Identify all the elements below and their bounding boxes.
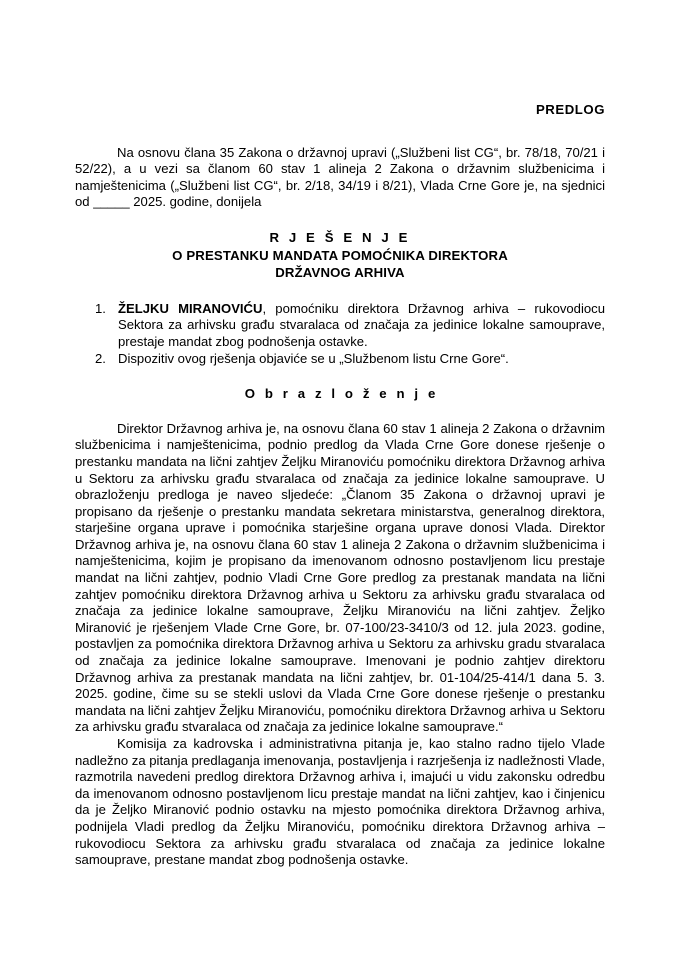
reasoning-paragraph-2: Komisija za kadrovska i administrativna pitanja je, kao stalno radno tijelo Vlade nadležno za pitanja predlaganja imenovanja, postavljenja i razrješenja iz nadležnosti Vlade, razmotrila navedeni predlog direktora Državnog arhiva i, imajući u vidu zakonsku odredbu da imenovanom odnosno postavljenom licu prestaje mandat na lični zahtjev, kao i činjenicu da je Željko Miranović podnio ostavku na mjesto pomoćnika direktora Državnog arhiva, podnijela Vladi predlog da Željku Miranoviću, pomoćniku direktora Državnog arhiva – rukovodiocu Sektora za arhivsku građu stvaralaca od značaja za jedinice lokalne samouprave, prestane mandat zbog podnošenja ostavke. (75, 736, 605, 868)
list-item-text: Dispozitiv ovog rješenja objaviće se u „Službenom listu Crne Gore“. (118, 350, 509, 366)
document-content (75, 0, 605, 869)
list-item-marker: 1. (95, 300, 106, 316)
reasoning-heading: O b r a z l o ž e n j e (244, 386, 439, 402)
list-item (75, 351, 605, 368)
document-status-label: PREDLOG (535, 102, 605, 117)
list-item (75, 301, 605, 351)
list-item-text: , pomoćniku direktora Državnog arhiva – rukovodiocu Sektora za arhivsku građu stvaralaca od značaja za jedinice lokalne samouprave, prestaje mandat zbog podnošenja ostavke. (118, 300, 605, 349)
document-title-line-1: R J E Š E N J E (269, 229, 411, 245)
list-item-lead: ŽELJKU MIRANOVIĆU (118, 300, 263, 316)
document-title-line-2: O PRESTANKU MANDATA POMOĆNIKA DIREKTORA (172, 247, 508, 263)
document-title (75, 229, 605, 282)
legal-basis-paragraph: Na osnovu člana 35 Zakona o državnoj upravi („Službeni list CG“, br. 78/18, 70/21 i 52/22), a u vezi sa članom 60 stav 1 alineja 2 Zakona o državnim službenicima i namještenicima („Službeni list CG“, br. 2/18, 34/19 i 8/21), Vlada Crne Gore je, na sjednici od _____ 2025. godine, donijela (75, 144, 605, 210)
reasoning-body (75, 421, 605, 869)
document-title-line-3: DRŽAVNOG ARHIVA (275, 265, 405, 281)
list-item-marker: 2. (95, 350, 106, 366)
reasoning-paragraph-1: Direktor Državnog arhiva je, na osnovu člana 60 stav 1 alineja 2 Zakona o državnim službenicima i namještenicima, podnio predlog da Vlada Crne Gore donese rješenje o prestanku mandata na lični zahtjev Željku Miranoviću pomoćniku direktora Državnog arhiva u Sektoru za arhivsku građu stvaralaca od značaja za jedinice lokalne samouprave. U obrazloženju predloga je naveo sljedeće: „Članom 35 Zakona o državnoj upravi je propisano da rješenje o prestanku mandata sekretara ministarstva, generalnog direktora, starješine organa uprave i pomoćnika starješine organa uprave donosi Vlada. Direktor Državnog arhiva je, na osnovu člana 60 stav 1 alineja 2 Zakona o državnim službenicima i namještenicima, kojim je propisano da imenovanom odnosno postavljenom licu prestaje mandat na lični zahtjev, podnio Vladi Crne Gore predlog za prestanak mandata na lični zahtjev pomoćniku direktora Državnog arhiva u Sektoru za arhivsku građu stvaralaca od značaja za jedinice lokalne samouprave, Željku Miranoviću na lični zahtjev. Željko Miranović je rješenjem Vlade Crne Gore, br. 07-100/23-3410/3 od 12. jula 2023. godine, postavljen za pomoćnika direktora Državnog arhiva u Sektoru za arhivsku gradu stvaralaca od značaja za jedinice lokalne samouprave. Imenovani je podnio zahtjev direktoru Državnog arhiva za prestanak mandata na lični zahtjev, br. 01-104/25-414/1 dana 5. 3. 2025. godine, čime su se stekli uslovi da Vlada Crne Gore donese rješenje o prestanku mandata na lični zahtjev Željku Miranoviću, pomoćniku direktora Državnog arhiva u Sektoru za arhivsku građu stvaralaca od značaja za jedinice lokalne samouprave.“ (75, 420, 605, 735)
disposition-list (75, 301, 605, 367)
